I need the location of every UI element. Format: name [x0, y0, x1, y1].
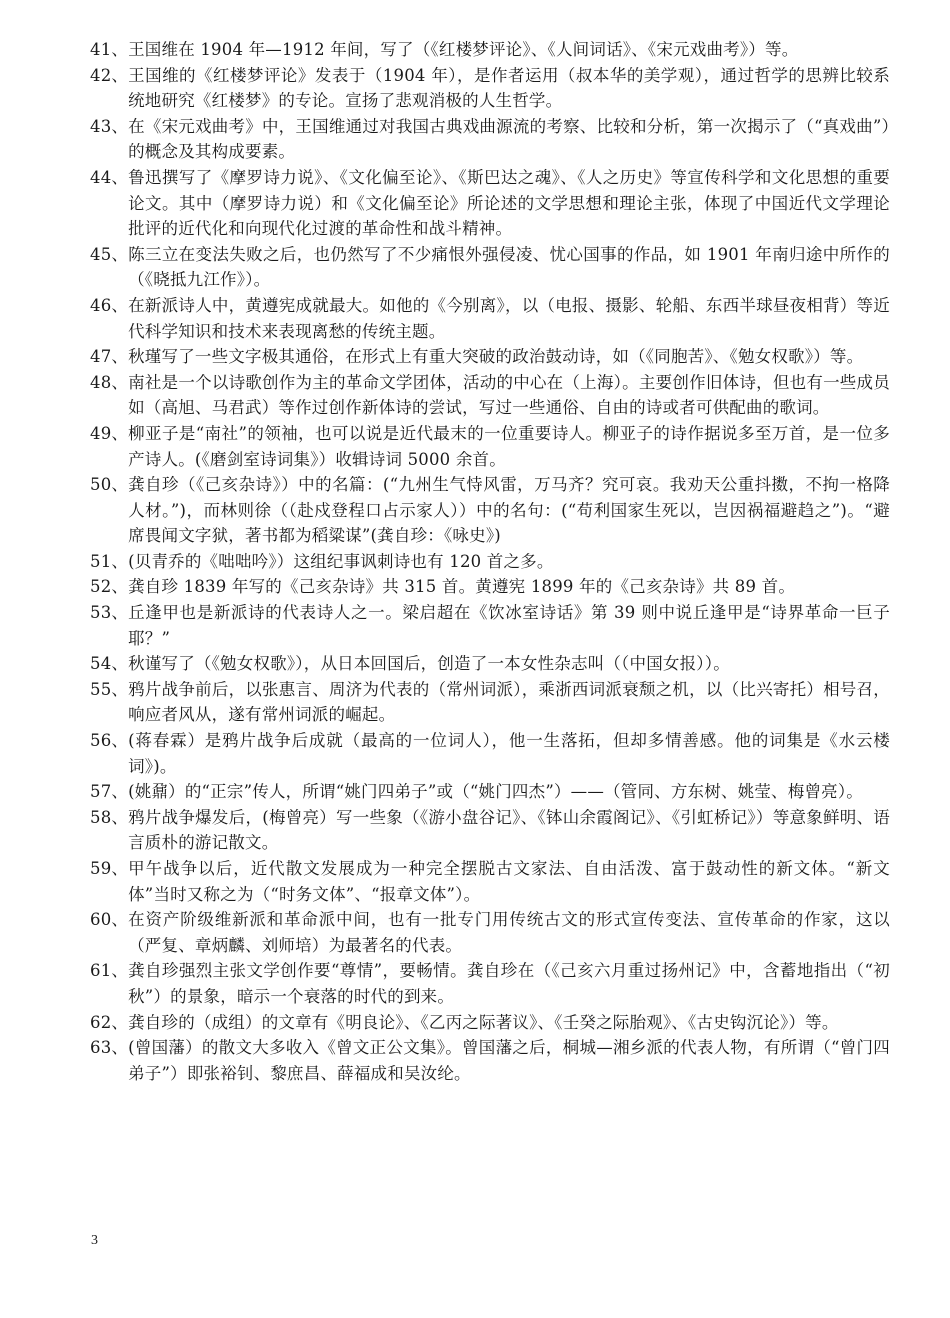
- item-number: 60、: [90, 910, 129, 930]
- item-number: 52、: [90, 577, 129, 597]
- item-text: 甲午战争以后，近代散文发展成为一种完全摆脱古文家法、自由活泼、富于鼓动性的新文体。“新文体”当时又称之为（“时务文体”、“报章文体”）。: [128, 859, 890, 904]
- item-number: 44、: [90, 167, 129, 187]
- item-number: 55、: [90, 679, 129, 699]
- item-number: 62、: [90, 1012, 129, 1032]
- item-number: 41、: [90, 40, 129, 59]
- item-text: (姚鼐）的“正宗”传人，所谓“姚门四弟子”或（“姚门四杰”）——（管同、方东树、姚莹、梅曾亮）。: [128, 782, 864, 802]
- item-number: 48、: [90, 372, 129, 392]
- list-item: [90, 63, 890, 114]
- item-text: 王国维在 1904 年—1912 年间，写了（《红楼梦评论》、《人间词话》、《宋元戏曲考》）等。: [128, 40, 799, 59]
- list-item: [90, 779, 890, 805]
- item-text: 鲁迅撰写了《摩罗诗力说》、《文化偏至论》、《斯巴达之魂》、《人之历史》等宣传科学和文化思想的重要论文。其中（摩罗诗力说）和《文化偏至论》所论述的文学思想和理论主张，体现了中国近代文学理论批评的近代化和向现代化过渡的革命性和战斗精神。: [128, 167, 890, 239]
- list-item: [90, 600, 890, 651]
- list-item: [90, 165, 890, 242]
- item-text: 鸦片战争前后，以张惠言、周济为代表的（常州词派），乘浙西词派衰颓之机，以（比兴寄托）相号召，响应者风从，遂有常州词派的崛起。: [128, 679, 890, 725]
- item-text: 龚自珍的（成组）的文章有《明良论》、《乙丙之际著议》、《壬癸之际胎观》、《古史钩沉论》）等。: [128, 1012, 839, 1032]
- item-number: 56、: [90, 731, 129, 751]
- item-number: 61、: [90, 961, 129, 981]
- list-item: [90, 1010, 890, 1036]
- item-text: (蒋春霖）是鸦片战争后成就（最高的一位词人），他一生落拓，但却多情善感。他的词集是《水云楼词》)。: [128, 731, 890, 776]
- item-text: 在资产阶级维新派和革命派中间，也有一批专门用传统古文的形式宣传变法、宣传革命的作家，这以（严复、章炳麟、刘师培）为最著名的代表。: [128, 910, 890, 955]
- item-number: 51、: [90, 551, 129, 571]
- list-item: [90, 805, 890, 856]
- item-text: 柳亚子是“南社”的领袖，也可以说是近代最末的一位重要诗人。柳亚子的诗作据说多至万首，是一位多产诗人。(《磨剑室诗词集》）收辑诗词 5000 余首。: [128, 423, 890, 469]
- list-item: [90, 1035, 890, 1086]
- item-text: 在《宋元戏曲考》中，王国维通过对我国古典戏曲源流的考察、比较和分析，第一次揭示了（“真戏曲”）的概念及其构成要素。: [128, 116, 890, 162]
- list-item: [90, 370, 890, 421]
- item-number: 49、: [90, 423, 129, 443]
- item-text: (贝青乔的《咄咄吟》）这组纪事讽刺诗也有 120 首之多。: [128, 551, 554, 571]
- item-text: 鸦片战争爆发后，(梅曾亮）写一些象（《游小盘谷记》、《钵山余霞阁记》、《引虹桥记》）等意象鲜明、语言质朴的游记散文。: [128, 807, 890, 853]
- list-item: [90, 114, 890, 165]
- list-item: [90, 472, 890, 549]
- item-number: 46、: [90, 295, 129, 315]
- item-text: 丘逢甲也是新派诗的代表诗人之一。梁启超在《饮冰室诗话》第 39 则中说丘逢甲是“诗界革命一巨子耶？”: [128, 603, 890, 648]
- item-number: 58、: [90, 807, 129, 827]
- list-item: [90, 958, 890, 1009]
- list-item: [90, 293, 890, 344]
- list-item: [90, 907, 890, 958]
- list-item: [90, 677, 890, 728]
- item-number: 54、: [90, 654, 129, 674]
- item-text: 陈三立在变法失败之后，也仍然写了不少痛恨外强侵凌、忧心国事的作品，如 1901 年南归途中所作的（《晓抵九江作》）。: [128, 244, 890, 290]
- list-item: [90, 549, 890, 575]
- page-number: 3: [91, 1233, 98, 1248]
- list-item: [90, 242, 890, 293]
- item-text: 南社是一个以诗歌创作为主的革命文学团体，活动的中心在（上海）。主要创作旧体诗，但也有一些成员如（高旭、马君武）等作过创作新体诗的尝试，写过一些通俗、自由的诗或者可供配曲的歌词。: [128, 372, 890, 418]
- item-text: 龚自珍（《己亥杂诗》）中的名篇：(“九州生气恃风雷，万马齐？究可哀。我劝天公重抖擞，不拘一格降人材。”)，而林则徐（（赴戍登程口占示家人））中的名句：(“苟利国家生死以，岂因祸福避趋之”)。“避席畏闻文字狱，著书都为稻粱谋”(龚自珍：《咏史》): [128, 475, 890, 546]
- item-text: 秋谨写了（《勉女权歌》），从日本回国后，创造了一本女性杂志叫（（中国女报））。: [128, 654, 730, 674]
- item-text: 王国维的《红楼梦评论》发表于（1904 年），是作者运用（叔本华的美学观），通过哲学的思辨比较系统地研究《红楼梦》的专论。宣扬了悲观消极的人生哲学。: [128, 65, 890, 111]
- list-item: [90, 37, 890, 63]
- item-list: [90, 37, 890, 1086]
- list-item: [90, 856, 890, 907]
- item-number: 50、: [90, 475, 129, 495]
- item-number: 59、: [90, 859, 129, 878]
- item-number: 47、: [90, 347, 129, 367]
- item-number: 63、: [90, 1038, 129, 1058]
- item-number: 57、: [90, 782, 129, 802]
- list-item: [90, 728, 890, 779]
- list-item: [90, 651, 890, 677]
- list-item: [90, 574, 890, 600]
- item-text: 龚自珍 1839 年写的《己亥杂诗》共 315 首。黄遵宪 1899 年的《己亥杂诗》共 89 首。: [128, 577, 796, 597]
- item-text: 龚自珍强烈主张文学创作要“尊情”，要畅情。龚自珍在（《己亥六月重过扬州记》中，含蓄地指出（“初秋”）的景象，暗示一个衰落的时代的到来。: [128, 961, 890, 1006]
- item-text: (曾国藩）的散文大多收入《曾文正公文集》。曾国藩之后，桐城—湘乡派的代表人物，有所谓（“曾门四弟子”）即张裕钊、黎庶昌、薛福成和吴汝纶。: [128, 1038, 890, 1083]
- item-number: 43、: [90, 116, 129, 136]
- item-number: 53、: [90, 603, 129, 623]
- list-item: [90, 344, 890, 370]
- list-item: [90, 421, 890, 472]
- item-text: 秋瑾写了一些文字极其通俗，在形式上有重大突破的政治鼓动诗，如（《同胞苦》、《勉女权歌》）等。: [128, 347, 864, 367]
- item-number: 42、: [90, 65, 129, 85]
- item-number: 45、: [90, 244, 129, 264]
- item-text: 在新派诗人中，黄遵宪成就最大。如他的《今别离》，以（电报、摄影、轮船、东西半球昼夜相背）等近代科学知识和技术来表现离愁的传统主题。: [128, 295, 890, 341]
